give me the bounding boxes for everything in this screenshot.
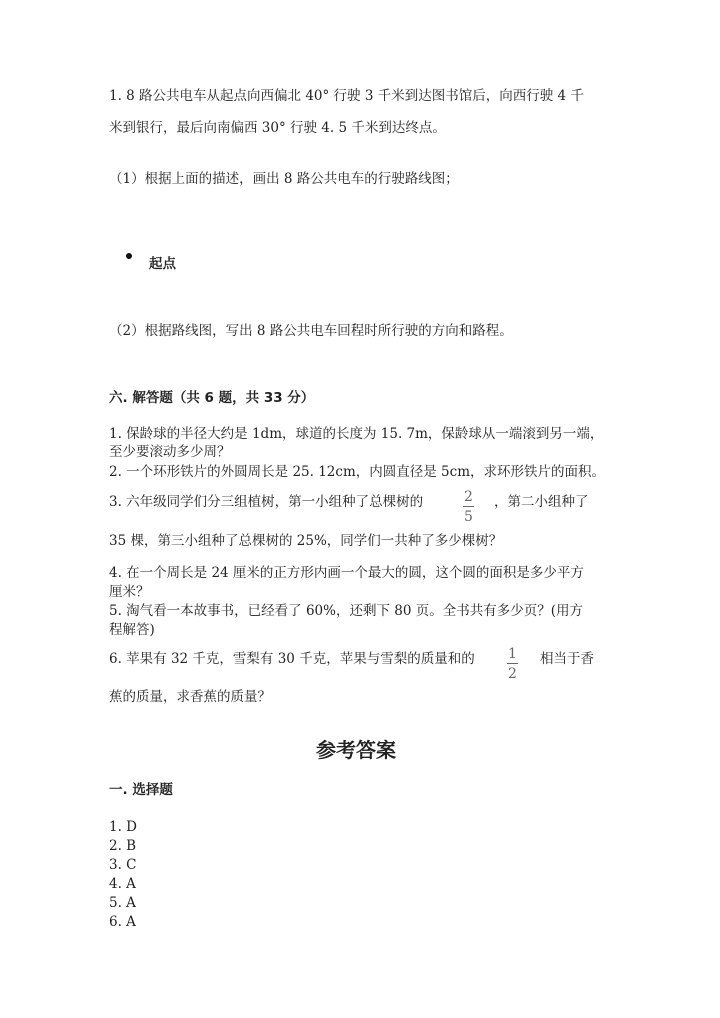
- answer-item: 2. B: [109, 838, 137, 854]
- bus-question-line-1: 1. 8 路公共电车从起点向西偏北 40° 行驶 3 千米到达图书馆后，向西行驶 4 千: [109, 88, 584, 104]
- answers-title: 参考答案: [316, 738, 396, 762]
- s6-question-3-part-1: 3. 六年级同学们分三组植树，第一小组种了总棵树的: [109, 494, 424, 510]
- answer-item: 6. A: [109, 914, 136, 930]
- start-point-dot: [126, 253, 132, 259]
- s6-question-3-line-2: 35 棵，第三小组种了总棵树的 25%，同学们一共种了多少棵树？: [109, 533, 503, 549]
- answer-item: 1. D: [109, 819, 137, 835]
- s6-question-1-line-1: 1. 保龄球的半径大约是 1dm，球道的长度为 15. 7m，保龄球从一端滚到另一端，: [109, 426, 604, 442]
- s6-question-5-line-2: 程解答): [109, 622, 155, 638]
- s6-question-6-line-2: 蕉的质量，求香蕉的质量？: [109, 689, 271, 705]
- s6-question-6-part-2: 相当于香: [540, 651, 594, 667]
- s6-question-4-line-1: 4. 在一个周长是 24 厘米的正方形内画一个最大的圆，这个圆的面积是多少平方: [109, 565, 584, 581]
- fraction-numerator: 2: [464, 489, 473, 505]
- start-point-label: 起点: [149, 256, 176, 272]
- bus-subquestion-1: （1）根据上面的描述，画出 8 路公共电车的行驶路线图；: [109, 171, 459, 187]
- bus-subquestion-2: （2）根据路线图，写出 8 路公共电车回程时所行驶的方向和路程。: [109, 323, 513, 339]
- fraction-denominator: 5: [464, 509, 473, 525]
- answers-section-heading: 一. 选择题: [109, 782, 173, 798]
- s6-question-5-line-1: 5. 淘气看一本故事书，已经看了 60%，还剩下 80 页。全书共有多少页？(用方: [109, 603, 583, 619]
- answer-item: 5. A: [109, 895, 136, 911]
- s6-question-1-line-2: 至少要滚动多少周？: [109, 444, 231, 460]
- fraction-denominator: 2: [508, 666, 517, 682]
- fraction-two-fifths: [462, 490, 475, 524]
- s6-question-3-part-2: ，第二小组种了: [494, 494, 589, 510]
- answer-item: 4. A: [109, 876, 136, 892]
- answer-item: 3. C: [109, 857, 137, 873]
- section-6-heading: 六. 解答题（共 6 题，共 33 分）: [109, 390, 315, 406]
- bus-question-line-2: 米到银行，最后向南偏西 30° 行驶 4. 5 千米到达终点。: [109, 120, 446, 136]
- s6-question-4-line-2: 厘米？: [109, 584, 150, 600]
- s6-question-6-part-1: 6. 苹果有 32 千克，雪梨有 30 千克，苹果与雪梨的质量和的: [109, 651, 475, 667]
- fraction-numerator: 1: [508, 646, 517, 662]
- fraction-one-half: [506, 647, 519, 681]
- s6-question-2: 2. 一个环形铁片的外圆周长是 25. 12cm，内圆直径是 5cm，求环形铁片的面积。: [109, 464, 606, 480]
